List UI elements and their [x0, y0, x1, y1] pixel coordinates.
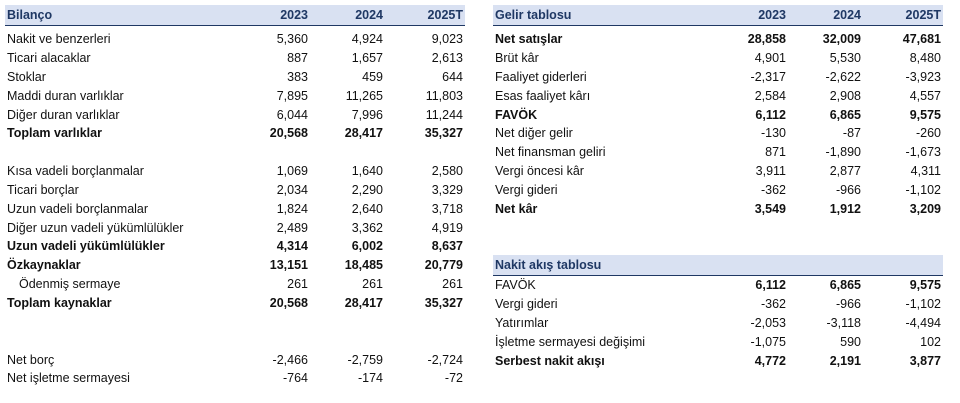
row-label: Net diğer gelir: [495, 126, 573, 141]
income-year-2024: 2024: [788, 5, 863, 26]
cash-flow-table: [493, 255, 943, 370]
row-label: Diğer duran varlıklar: [7, 107, 120, 122]
income-title: Gelir tablosu: [493, 5, 713, 26]
row-value: 4,924: [351, 32, 383, 47]
row-label: Faaliyet giderleri: [495, 69, 587, 84]
row-value: -1,075: [750, 334, 786, 349]
row-value: 102: [920, 334, 941, 349]
total-row: [5, 256, 465, 275]
row-value: -1,102: [905, 182, 941, 197]
row-value: 13,151: [269, 258, 308, 273]
row-value: 4,557: [909, 88, 941, 103]
balance-sheet-table: [5, 5, 465, 388]
row-value: 1,824: [276, 201, 308, 216]
total-row: [5, 293, 465, 312]
table-row: [5, 49, 465, 68]
row-value: -1,890: [825, 145, 861, 160]
table-row: [5, 26, 465, 49]
row-value: -260: [915, 126, 941, 141]
row-label: Diğer uzun vadeli yükümlülükler: [7, 220, 184, 235]
row-value: -3,923: [905, 69, 941, 84]
total-row: [493, 26, 943, 49]
table-row: [5, 369, 465, 388]
row-value: 459: [362, 69, 383, 84]
row-value: -1,673: [905, 145, 941, 160]
row-label: Toplam varlıklar: [7, 126, 102, 141]
table-row: [5, 218, 465, 237]
row-value: -2,053: [750, 315, 786, 330]
row-value: 2,640: [351, 201, 383, 216]
row-value: 3,877: [909, 353, 941, 368]
row-value: 3,549: [754, 201, 786, 216]
row-label: Nakit ve benzerleri: [7, 32, 111, 47]
row-label: Ticari alacaklar: [7, 51, 91, 66]
table-row: [5, 350, 465, 369]
row-value: -72: [444, 371, 463, 386]
row-value: 261: [442, 276, 463, 291]
row-value: 6,044: [276, 107, 308, 122]
row-value: 261: [362, 276, 383, 291]
row-value: 6,112: [755, 107, 786, 122]
row-value: 20,568: [269, 295, 308, 310]
row-label: Net kâr: [495, 201, 538, 216]
row-label: Net satışlar: [495, 32, 563, 47]
row-value: 2,290: [351, 182, 383, 197]
spacer-row: [5, 331, 465, 350]
row-label: FAVÖK: [495, 107, 538, 122]
balance-header-row: [5, 5, 465, 26]
row-value: 2,908: [829, 88, 861, 103]
row-value: 887: [287, 51, 308, 66]
table-row: [5, 68, 465, 87]
row-value: 11,265: [345, 88, 383, 103]
total-row: [5, 124, 465, 143]
row-value: -2,466: [272, 352, 308, 367]
table-row: [493, 314, 943, 333]
row-label: Uzun vadeli yükümlülükler: [7, 239, 165, 254]
row-label: İşletme sermayesi değişimi: [495, 334, 646, 349]
row-value: -764: [282, 371, 308, 386]
row-value: 383: [287, 69, 308, 84]
row-value: 9,023: [431, 32, 463, 47]
row-value: 20,568: [269, 126, 308, 141]
table-row: [493, 86, 943, 105]
cashflow-header-blank: [863, 255, 943, 276]
row-value: 5,530: [829, 51, 861, 66]
total-row: [493, 105, 943, 124]
row-value: 871: [765, 145, 786, 160]
row-value: 3,329: [431, 182, 463, 197]
row-value: 11,803: [425, 88, 463, 103]
row-value: 4,901: [754, 51, 786, 66]
row-value: -362: [760, 182, 786, 197]
table-row: [493, 180, 943, 199]
table-row: [493, 162, 943, 181]
row-value: -362: [760, 297, 786, 312]
row-value: -4,494: [905, 315, 941, 330]
table-row: [5, 199, 465, 218]
row-value: 6,112: [755, 278, 786, 293]
row-value: 4,311: [910, 163, 941, 178]
row-label: Net borç: [7, 352, 55, 367]
row-value: -2,317: [750, 69, 786, 84]
row-label: Toplam kaynaklar: [7, 295, 112, 310]
row-value: 9,575: [909, 107, 941, 122]
row-value: -87: [842, 126, 861, 141]
row-value: 261: [287, 276, 308, 291]
row-label: Net finansman geliri: [495, 145, 606, 160]
table-row: [493, 143, 943, 162]
row-value: 20,779: [424, 258, 463, 273]
row-value: -174: [357, 371, 383, 386]
total-row: [493, 199, 943, 218]
income-year-2023: 2023: [713, 5, 788, 26]
table-row: [493, 332, 943, 351]
row-label: Vergi gideri: [495, 182, 558, 197]
row-value: 28,417: [344, 295, 383, 310]
row-value: 32,009: [822, 32, 861, 47]
table-row: [5, 105, 465, 124]
row-value: 1,069: [276, 164, 308, 179]
row-value: 35,327: [424, 295, 463, 310]
row-value: -2,622: [825, 69, 861, 84]
row-label: Özkaynaklar: [7, 258, 81, 273]
table-row: [5, 86, 465, 105]
row-value: 644: [442, 69, 463, 84]
row-label: Maddi duran varlıklar: [7, 88, 124, 103]
row-value: 28,417: [344, 126, 383, 141]
income-statement-panel: [493, 5, 943, 218]
table-row: [493, 124, 943, 143]
balance-title: Bilanço: [5, 5, 235, 26]
row-label: Brüt kâr: [495, 51, 539, 66]
row-value: -966: [835, 297, 861, 312]
total-row: [5, 237, 465, 256]
table-row: [493, 49, 943, 68]
row-value: 6,002: [351, 239, 383, 254]
row-value: 3,362: [351, 220, 383, 235]
row-label: Yatırımlar: [495, 315, 549, 330]
row-value: 5,360: [276, 32, 308, 47]
row-value: -1,102: [905, 297, 941, 312]
row-label: Serbest nakit akışı: [495, 353, 605, 368]
row-label: Kısa vadeli borçlanmalar: [7, 164, 144, 179]
table-row: [5, 162, 465, 181]
cashflow-header-blank: [788, 255, 863, 276]
cash-flow-panel: [493, 255, 943, 370]
row-label: Stoklar: [7, 69, 46, 84]
balance-year-2024: 2024: [310, 5, 385, 26]
row-value: 2,580: [431, 164, 463, 179]
row-value: 1,657: [351, 51, 383, 66]
row-value: 18,485: [344, 258, 383, 273]
row-label: Ödenmiş sermaye: [19, 276, 121, 291]
row-value: 7,996: [351, 107, 383, 122]
row-label: Net işletme sermayesi: [7, 371, 130, 386]
row-value: -130: [760, 126, 786, 141]
balance-year-2023: 2023: [235, 5, 310, 26]
cashflow-title: Nakit akış tablosu: [493, 255, 713, 276]
row-value: 4,314: [276, 239, 308, 254]
row-value: 28,858: [747, 32, 786, 47]
row-value: 11,244: [425, 107, 463, 122]
row-value: 4,772: [754, 353, 786, 368]
row-value: 2,584: [754, 88, 786, 103]
row-value: 6,865: [829, 278, 861, 293]
row-value: 47,681: [902, 32, 941, 47]
spacer-row: [5, 312, 465, 331]
row-label: FAVÖK: [495, 278, 536, 293]
row-value: 6,865: [829, 107, 861, 122]
income-statement-table: [493, 5, 943, 218]
balance-year-2025t: 2025T: [385, 5, 465, 26]
cashflow-header-row: [493, 255, 943, 276]
row-value: 8,480: [909, 51, 941, 66]
row-value: 1,640: [351, 164, 383, 179]
row-value: -966: [835, 182, 861, 197]
row-label: Vergi gideri: [495, 297, 558, 312]
row-label: Esas faaliyet kârı: [495, 88, 591, 103]
row-value: 2,613: [431, 51, 463, 66]
total-row: [493, 351, 943, 370]
row-value: 2,877: [829, 163, 861, 178]
row-value: 590: [840, 334, 861, 349]
row-value: 2,191: [829, 353, 861, 368]
table-row: [5, 275, 465, 294]
table-row: [493, 295, 943, 314]
row-value: 7,895: [276, 88, 308, 103]
row-value: 35,327: [424, 126, 463, 141]
row-value: 8,637: [431, 239, 463, 254]
row-value: 9,575: [909, 278, 941, 293]
row-label: Vergi öncesi kâr: [495, 163, 584, 178]
row-value: 4,919: [431, 220, 463, 235]
table-row: [493, 276, 943, 295]
income-year-2025t: 2025T: [863, 5, 943, 26]
row-label: Ticari borçlar: [7, 182, 79, 197]
table-row: [493, 68, 943, 87]
row-value: 3,718: [431, 201, 463, 216]
cashflow-header-blank: [713, 255, 788, 276]
row-value: -2,724: [427, 352, 463, 367]
row-value: 3,209: [909, 201, 941, 216]
row-value: -2,759: [347, 352, 383, 367]
row-value: 2,489: [276, 220, 308, 235]
row-value: -3,118: [826, 315, 861, 330]
spacer-row: [5, 143, 465, 162]
income-header-row: [493, 5, 943, 26]
row-value: 2,034: [276, 182, 308, 197]
balance-sheet-panel: [5, 5, 465, 388]
table-row: [5, 181, 465, 200]
row-label: Uzun vadeli borçlanmalar: [7, 201, 149, 216]
row-value: 3,911: [755, 163, 786, 178]
row-value: 1,912: [829, 201, 861, 216]
